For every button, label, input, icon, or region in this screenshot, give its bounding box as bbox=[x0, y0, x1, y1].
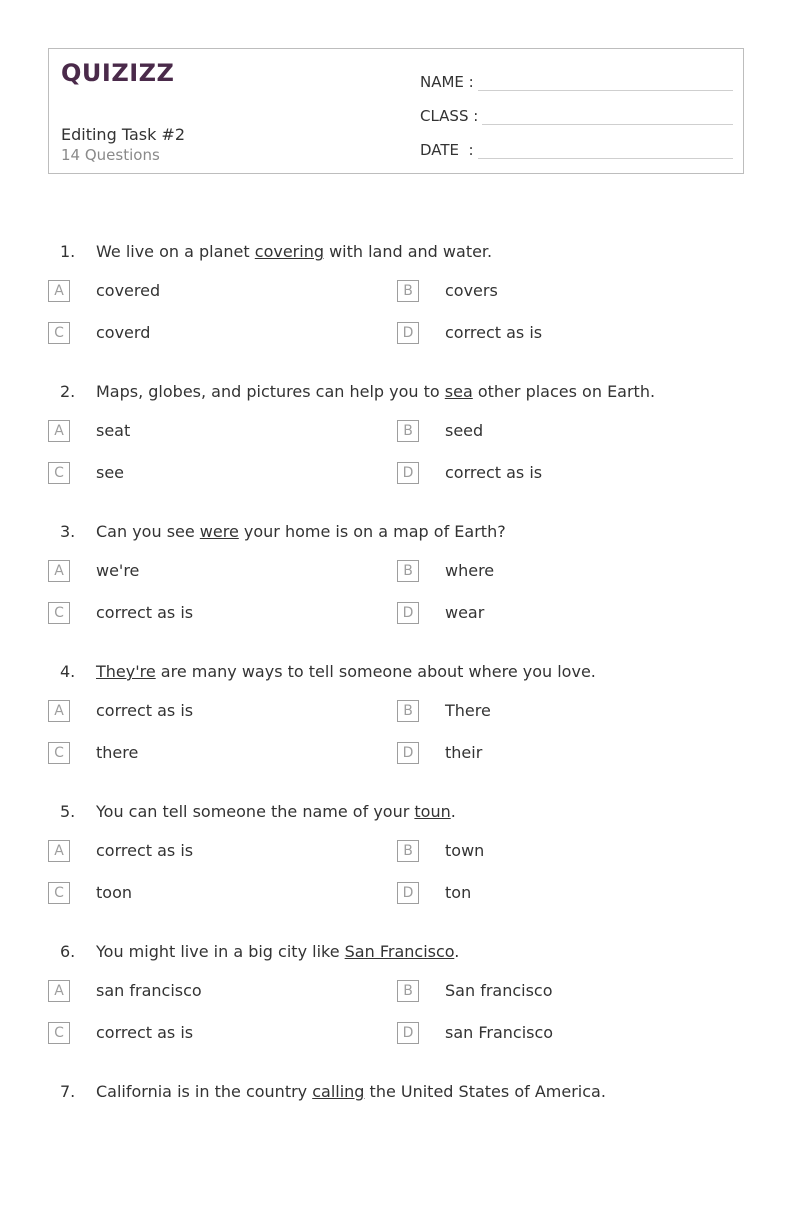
question-number: 6. bbox=[60, 942, 76, 961]
question-number: 4. bbox=[60, 662, 76, 681]
option-text: There bbox=[445, 701, 491, 720]
option-letter-box[interactable]: D bbox=[397, 742, 419, 764]
option-letter-box[interactable]: C bbox=[48, 1022, 70, 1044]
question-text bbox=[96, 942, 459, 961]
underlined-word: calling bbox=[312, 1082, 365, 1101]
question-text-before: California is in the country bbox=[96, 1082, 313, 1101]
option-letter-box[interactable]: A bbox=[48, 980, 70, 1002]
class-line[interactable] bbox=[482, 106, 733, 125]
option-text: correct as is bbox=[96, 603, 194, 622]
option-text: see bbox=[96, 463, 125, 482]
option-letter-box[interactable]: D bbox=[397, 602, 419, 624]
option-letter-box[interactable]: A bbox=[48, 840, 70, 862]
underlined-word: toun bbox=[414, 802, 451, 821]
underlined-word: San Francisco bbox=[344, 942, 455, 961]
option-letter-box[interactable]: C bbox=[48, 882, 70, 904]
question-number: 2. bbox=[60, 382, 76, 401]
option-text: san Francisco bbox=[445, 1023, 554, 1042]
question-item bbox=[0, 942, 794, 1082]
option-letter-box[interactable]: A bbox=[48, 420, 70, 442]
option-letter-box[interactable]: C bbox=[48, 322, 70, 344]
underlined-word: They're bbox=[96, 662, 156, 681]
option-text: correct as is bbox=[96, 701, 194, 720]
option-letter-box[interactable]: B bbox=[397, 980, 419, 1002]
option-letter-box[interactable]: A bbox=[48, 560, 70, 582]
question-text-after: with land and water. bbox=[323, 242, 493, 261]
option-letter-box[interactable]: A bbox=[48, 280, 70, 302]
question-text bbox=[96, 522, 506, 541]
question-item bbox=[0, 382, 794, 522]
option-letter-box[interactable]: D bbox=[397, 1022, 419, 1044]
question-number: 7. bbox=[60, 1082, 76, 1101]
question-text-after: . bbox=[450, 802, 456, 821]
underlined-word: were bbox=[199, 522, 239, 541]
underlined-word: covering bbox=[254, 242, 324, 261]
option-text: covered bbox=[96, 281, 161, 300]
question-text bbox=[96, 382, 655, 401]
name-line[interactable] bbox=[478, 72, 733, 91]
question-item bbox=[0, 662, 794, 802]
option-text: we're bbox=[96, 561, 140, 580]
question-text-after: your home is on a map of Earth? bbox=[238, 522, 506, 541]
option-letter-box[interactable]: C bbox=[48, 602, 70, 624]
option-text: town bbox=[445, 841, 485, 860]
quizizz-logo: QUIZIZZ bbox=[61, 59, 175, 87]
question-count: 14 Questions bbox=[61, 146, 160, 164]
question-text bbox=[96, 662, 596, 681]
option-text: where bbox=[445, 561, 495, 580]
class-label: CLASS : bbox=[420, 107, 479, 125]
class-field bbox=[420, 101, 733, 125]
option-letter-box[interactable]: B bbox=[397, 280, 419, 302]
option-text: correct as is bbox=[96, 841, 194, 860]
option-text: wear bbox=[445, 603, 485, 622]
underlined-word: sea bbox=[444, 382, 473, 401]
question-text bbox=[96, 802, 456, 821]
question-text-after: the United States of America. bbox=[364, 1082, 606, 1101]
question-text-before: You can tell someone the name of your bbox=[96, 802, 415, 821]
question-text-before: Can you see bbox=[96, 522, 200, 541]
date-field bbox=[420, 135, 733, 159]
option-text: coverd bbox=[96, 323, 151, 342]
option-text: correct as is bbox=[445, 323, 543, 342]
date-label: DATE : bbox=[420, 141, 474, 159]
option-text: seed bbox=[445, 421, 484, 440]
name-field bbox=[420, 67, 733, 91]
option-letter-box[interactable]: C bbox=[48, 462, 70, 484]
option-text: san francisco bbox=[96, 981, 202, 1000]
question-text bbox=[96, 1082, 606, 1101]
option-text: correct as is bbox=[96, 1023, 194, 1042]
question-text-before: Maps, globes, and pictures can help you to bbox=[96, 382, 445, 401]
question-text bbox=[96, 242, 492, 261]
option-text: correct as is bbox=[445, 463, 543, 482]
option-text: San francisco bbox=[445, 981, 553, 1000]
worksheet-title: Editing Task #2 bbox=[61, 125, 186, 144]
question-text-before: You might live in a big city like bbox=[96, 942, 345, 961]
question-number: 5. bbox=[60, 802, 76, 821]
option-letter-box[interactable]: D bbox=[397, 462, 419, 484]
option-text: seat bbox=[96, 421, 131, 440]
option-letter-box[interactable]: B bbox=[397, 420, 419, 442]
question-text-after: other places on Earth. bbox=[472, 382, 656, 401]
date-line[interactable] bbox=[478, 140, 733, 159]
worksheet-header bbox=[48, 48, 744, 174]
option-text: toon bbox=[96, 883, 132, 902]
question-text-before: We live on a planet bbox=[96, 242, 255, 261]
name-label: NAME : bbox=[420, 73, 474, 91]
question-item bbox=[0, 1082, 794, 1222]
option-text: covers bbox=[445, 281, 498, 300]
question-text-after: . bbox=[454, 942, 460, 961]
option-letter-box[interactable]: D bbox=[397, 322, 419, 344]
question-item bbox=[0, 522, 794, 662]
question-item bbox=[0, 802, 794, 942]
option-letter-box[interactable]: A bbox=[48, 700, 70, 722]
option-letter-box[interactable]: B bbox=[397, 560, 419, 582]
option-letter-box[interactable]: B bbox=[397, 700, 419, 722]
option-text: their bbox=[445, 743, 483, 762]
option-letter-box[interactable]: B bbox=[397, 840, 419, 862]
question-text-after: are many ways to tell someone about where you love. bbox=[155, 662, 596, 681]
question-number: 3. bbox=[60, 522, 76, 541]
question-item bbox=[0, 242, 794, 382]
option-letter-box[interactable]: D bbox=[397, 882, 419, 904]
question-number: 1. bbox=[60, 242, 76, 261]
option-letter-box[interactable]: C bbox=[48, 742, 70, 764]
option-text: there bbox=[96, 743, 139, 762]
option-text: ton bbox=[445, 883, 472, 902]
